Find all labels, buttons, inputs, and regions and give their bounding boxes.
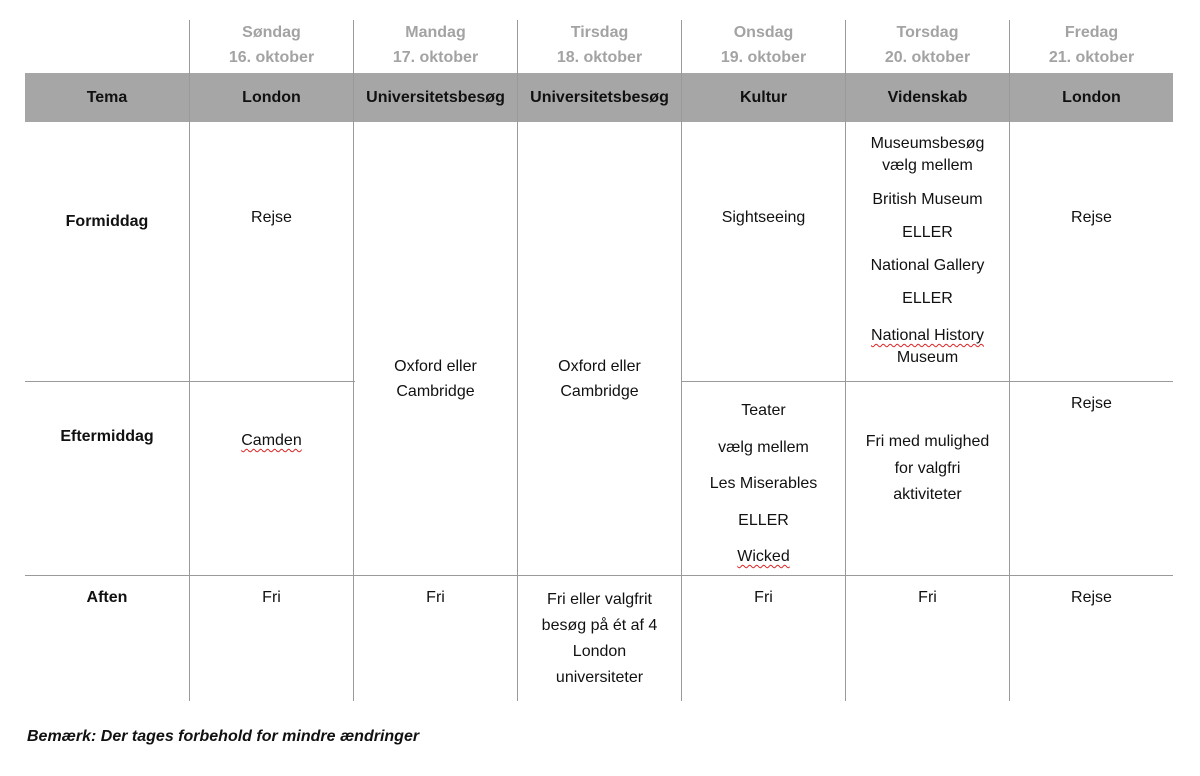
activity-line: ELLER <box>902 290 953 307</box>
cell-wednesday-formiddag: Sightseeing <box>721 209 806 226</box>
date-label: 21. oktober <box>1048 49 1135 66</box>
activity-line: Museumsbesøg <box>870 135 985 152</box>
row-label-aften: Aften <box>86 589 128 606</box>
activity-line: aktiviteter <box>893 486 962 503</box>
theme-cell-monday: Universitetsbesøg <box>366 89 505 106</box>
theme-cell-thursday: Videnskab <box>887 89 968 106</box>
weekday-label: Søndag <box>242 24 301 41</box>
activity-line: Teater <box>741 402 786 419</box>
cell-sunday-aften: Fri <box>262 589 281 606</box>
activity-line: Oxford eller <box>394 358 477 375</box>
weekday-label: Fredag <box>1064 24 1119 41</box>
theme-cell-wednesday: Kultur <box>739 89 788 106</box>
cell-tuesday-day <box>518 354 681 404</box>
grid-line <box>25 381 355 382</box>
activity-line: besøg på ét af 4 <box>541 617 658 634</box>
activity-text: Camden <box>241 432 302 449</box>
activity-line: ELLER <box>902 224 953 241</box>
activity-line: for valgfri <box>894 459 961 477</box>
weekday-label: Tirsdag <box>570 24 629 41</box>
activity-line: Fri med mulighed <box>865 433 990 450</box>
date-label: 16. oktober <box>228 49 315 66</box>
cell-sunday-formiddag: Rejse <box>251 209 292 226</box>
cell-thursday-aften: Fri <box>918 589 937 606</box>
activity-line: London <box>572 643 627 660</box>
activity-line: Oxford eller <box>558 358 641 375</box>
theme-cell-tuesday: Universitetsbesøg <box>530 89 669 106</box>
date-label: 19. oktober <box>720 49 807 66</box>
day-header-monday <box>354 20 517 70</box>
date-label: 17. oktober <box>392 49 479 66</box>
day-header-friday <box>1010 20 1173 70</box>
cell-wednesday-eftermiddag <box>682 393 845 576</box>
day-header-thursday <box>846 20 1009 70</box>
activity-line: vælg mellem <box>882 157 973 174</box>
date-label: 20. oktober <box>884 49 971 66</box>
activity-line: Les Miserables <box>709 475 818 492</box>
activity-line: National History <box>871 327 984 344</box>
activity-line: Museum <box>896 349 959 366</box>
activity-line: Cambridge <box>396 383 475 400</box>
row-label-formiddag: Formiddag <box>65 213 149 230</box>
date-label: 18. oktober <box>556 49 643 66</box>
grid-line <box>25 575 1173 576</box>
theme-cell-friday: London <box>1062 89 1121 106</box>
day-header-wednesday <box>682 20 845 70</box>
activity-line: vælg mellem <box>718 438 809 456</box>
day-header-sunday <box>190 20 353 70</box>
cell-monday-aften: Fri <box>426 589 445 606</box>
weekday-label: Mandag <box>405 24 466 41</box>
activity-line: Wicked <box>737 548 790 565</box>
activity-line: British Museum <box>872 191 983 208</box>
theme-row-label: Tema <box>86 89 128 106</box>
activity-line: Cambridge <box>560 383 639 400</box>
cell-wednesday-aften: Fri <box>754 589 773 606</box>
weekday-label: Onsdag <box>733 24 794 41</box>
grid-line <box>682 381 1173 382</box>
cell-friday-formiddag: Rejse <box>1071 209 1112 226</box>
cell-thursday-eftermiddag <box>846 429 1009 509</box>
cell-sunday-eftermiddag <box>190 430 353 452</box>
cell-friday-aften: Rejse <box>1071 589 1112 606</box>
activity-line: universiteter <box>555 669 644 686</box>
row-label-eftermiddag: Eftermiddag <box>60 428 154 445</box>
theme-cell-sunday: London <box>242 89 301 106</box>
activity-line: Fri eller valgfrit <box>547 591 652 608</box>
cell-friday-eftermiddag: Rejse <box>1071 395 1112 412</box>
cell-thursday-formiddag <box>846 133 1009 369</box>
disclaimer-note: Bemærk: Der tages forbehold for mindre ændringer <box>27 728 420 745</box>
activity-line: ELLER <box>738 511 789 529</box>
cell-monday-day <box>354 354 517 404</box>
weekday-label: Torsdag <box>896 24 959 41</box>
cell-tuesday-aften <box>518 587 681 691</box>
day-header-tuesday <box>518 20 681 70</box>
activity-line: National Gallery <box>870 257 985 274</box>
